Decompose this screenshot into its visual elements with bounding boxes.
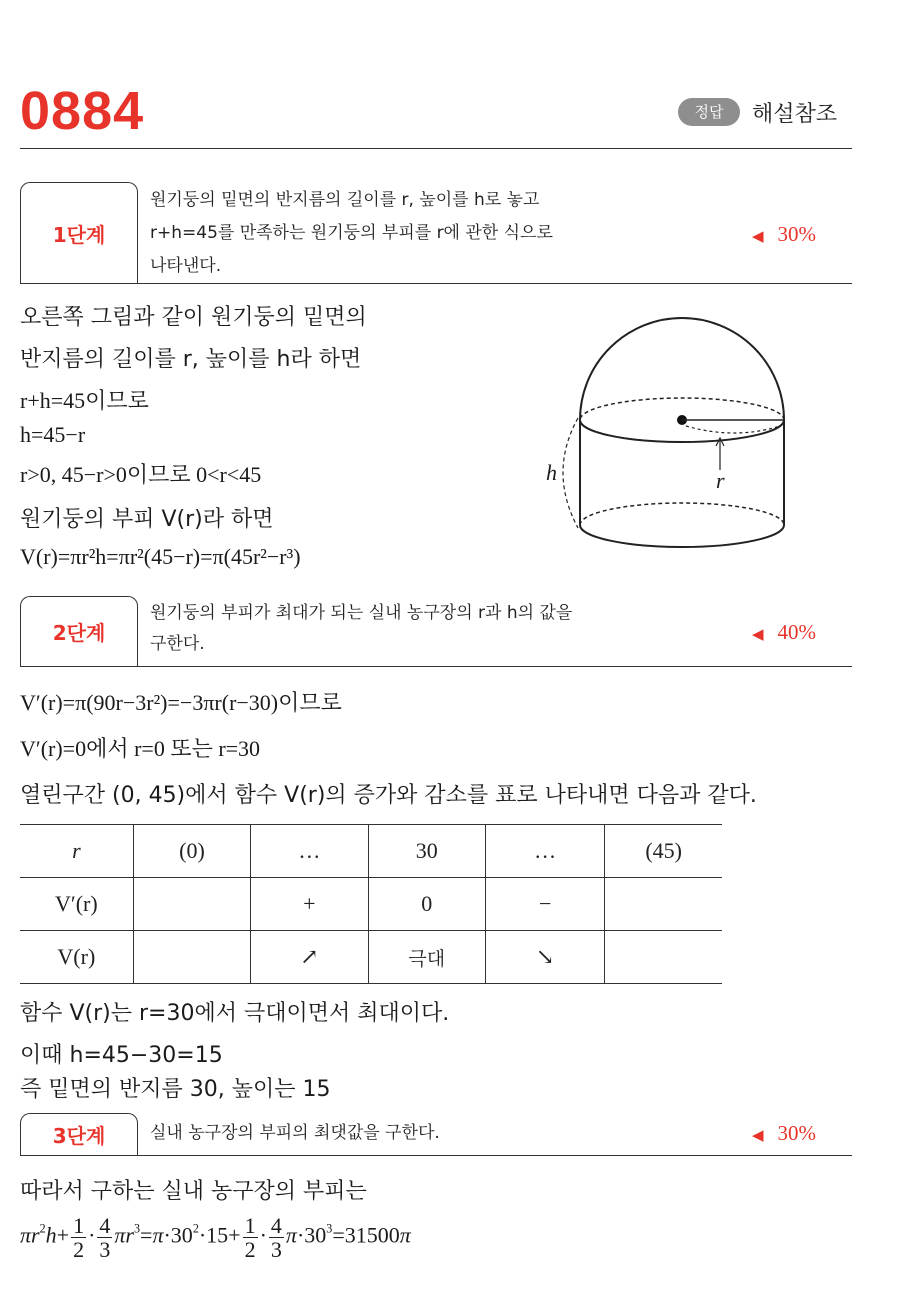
derivative-line: V′(r)=π(90r−3r²)=−3πr(r−30)이므로	[20, 690, 342, 715]
maximum-line: 함수 V(r)는 r=30에서 극대이면서 최대이다.	[20, 1001, 450, 1026]
step-1-box	[20, 182, 852, 284]
table-cell: ↘	[485, 931, 604, 984]
volume-formula: V(r)=πr²h=πr²(45−r)=π(45r²−r³)	[20, 544, 301, 569]
answer-note: 해설참조	[752, 102, 838, 127]
critical-point-line: V′(r)=0에서 r=0 또는 r=30	[20, 736, 261, 761]
increase-decrease-table	[20, 824, 722, 984]
table-cell: V′(r)	[55, 891, 98, 916]
step-3-desc-line: 실내 농구장의 부피의 최댓값을 구한다.	[150, 1123, 440, 1143]
step-1-desc-line: r+h=45를 만족하는 원기둥의 부피를 r에 관한 식으로	[150, 223, 553, 243]
conclusion-line: 따라서 구하는 실내 농구장의 부피는	[20, 1179, 367, 1204]
table-cell: V(r)	[57, 944, 96, 969]
step-3-label: 3단계	[20, 1113, 138, 1155]
step-1-description	[150, 184, 553, 283]
final-formula: $\pi r^2h+$ $\frac{1}{2}$ · $\frac{4}{3}$ $\pi r^3=\pi\cdot 30^2\cdot 15+$ $\frac{1}{2}$ · $\frac{4}{3}$ $\pi\cdot 30^3=31500\pi$	[20, 1213, 411, 1263]
table-cell: 30	[368, 825, 485, 878]
table-cell: …	[485, 825, 604, 878]
dimension-line: 즉 밑면의 반지름 30, 높이는 15	[20, 1077, 331, 1102]
table-cell: …	[251, 825, 368, 878]
solution-line: 오른쪽 그림과 같이 원기둥의 밑면의	[20, 305, 367, 330]
solution-line: r+h=45이므로	[20, 388, 149, 413]
table-cell	[605, 878, 722, 931]
table-cell	[133, 931, 250, 984]
table-cell: +	[251, 878, 368, 931]
step-2-percent: ◀ 40%	[751, 620, 816, 644]
step-1-desc-line: 나타낸다.	[150, 256, 222, 276]
answer-badge: 정답	[678, 98, 740, 126]
table-row	[20, 825, 722, 878]
step-3-box	[20, 1113, 852, 1156]
problem-number: 0884	[20, 81, 145, 141]
table-row	[20, 931, 722, 984]
step-2-description	[150, 598, 572, 660]
solution-line: r>0, 45−r>0이므로 0<r<45	[20, 462, 262, 487]
table-cell	[133, 878, 250, 931]
step-1-label: 1단계	[20, 182, 138, 283]
table-cell: 0	[368, 878, 485, 931]
solution-line: 원기둥의 부피 V(r)라 하면	[20, 507, 274, 532]
table-cell: r	[72, 838, 81, 863]
figure-label-r: r	[716, 468, 725, 493]
height-line: 이때 h=45−30=15	[20, 1043, 223, 1068]
figure-label-h: h	[546, 460, 557, 485]
table-cell: (0)	[133, 825, 250, 878]
step-1-percent: ◀ 30%	[751, 222, 816, 246]
cylinder-hemisphere-figure	[540, 300, 800, 565]
table-cell: ↗	[251, 931, 368, 984]
table-cell: −	[485, 878, 604, 931]
header-divider	[20, 148, 852, 149]
step-2-desc-line: 구한다.	[150, 634, 205, 654]
step-2-label: 2단계	[20, 596, 138, 666]
table-row	[20, 878, 722, 931]
step-3-description	[150, 1117, 440, 1150]
step-2-box	[20, 596, 852, 667]
solution-line: h=45−r	[20, 422, 86, 447]
step-2-desc-line: 원기둥의 부피가 최대가 되는 실내 농구장의 r과 h의 값을	[150, 603, 573, 623]
solution-line: 반지름의 길이를 r, 높이를 h라 하면	[20, 347, 362, 372]
step-3-percent: ◀ 30%	[751, 1121, 816, 1145]
table-cell	[605, 931, 722, 984]
table-cell: 극대	[368, 931, 485, 984]
table-cell: (45)	[605, 825, 722, 878]
table-intro-line: 열린구간 (0, 45)에서 함수 V(r)의 증가와 감소를 표로 나타내면 다음과 같다.	[20, 783, 757, 808]
step-1-desc-line: 원기둥의 밑면의 반지름의 길이를 r, 높이를 h로 놓고	[150, 190, 540, 210]
